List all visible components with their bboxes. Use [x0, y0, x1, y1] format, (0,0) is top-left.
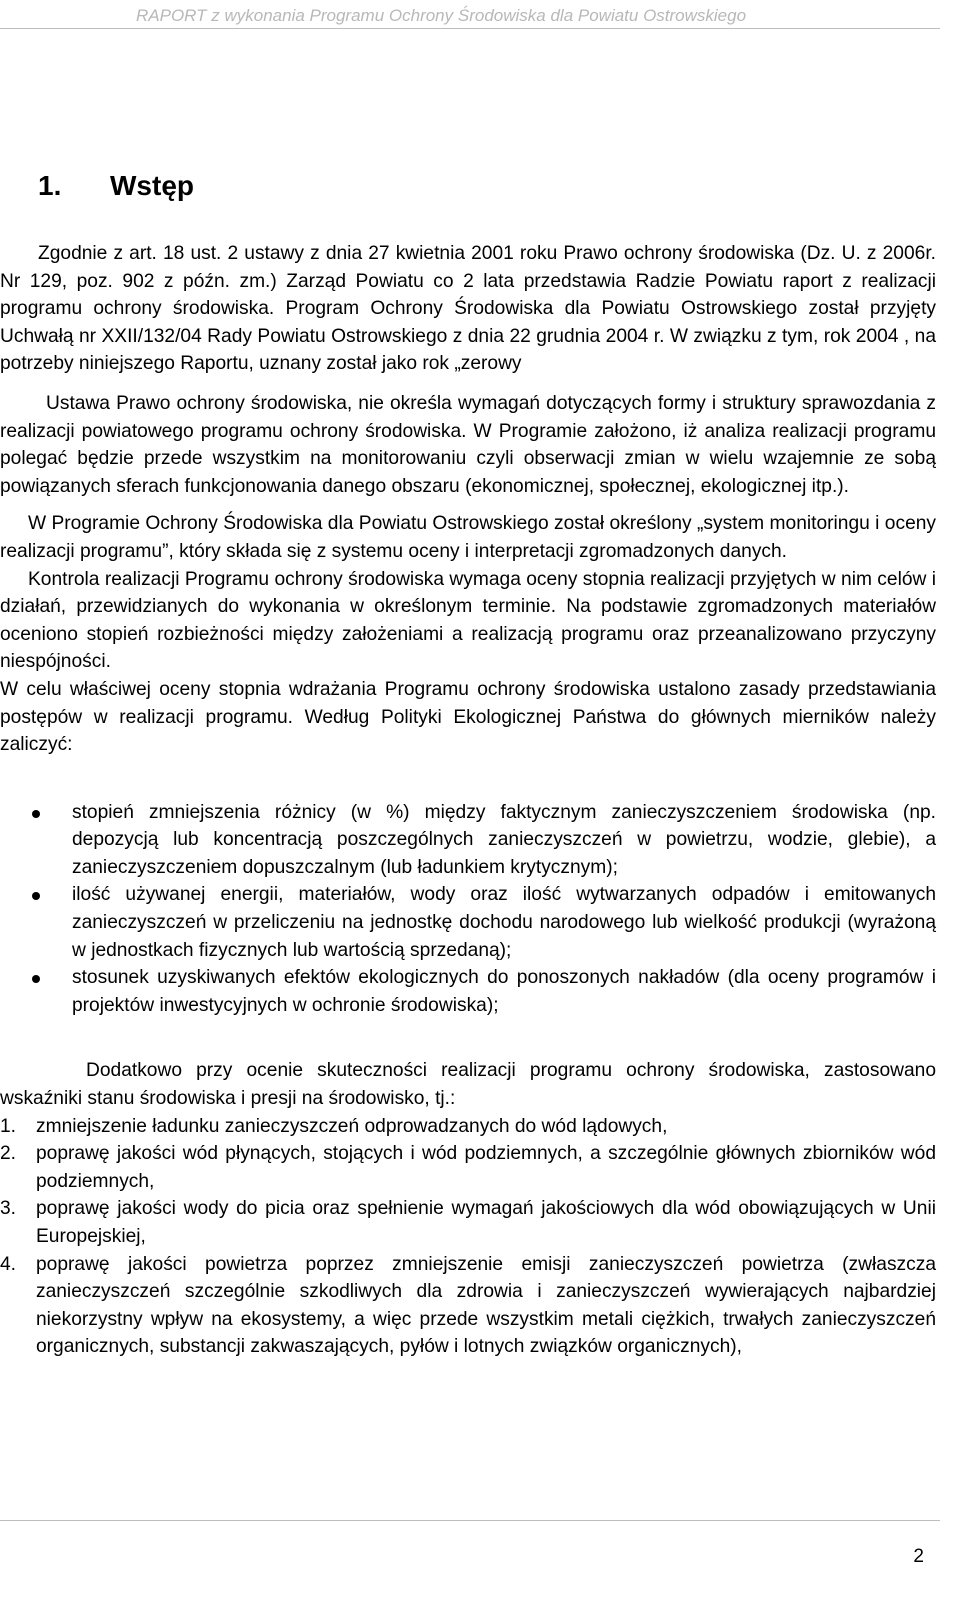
- indicator-bullet-list: [0, 799, 936, 1020]
- footer-rule: [0, 1520, 940, 1521]
- bullet-icon: [32, 975, 40, 983]
- paragraph-monitoring-system: W Programie Ochrony Środowiska dla Powiatu Ostrowskiego został określony „system monitoringu i oceny realizacji programu”, który składa się z systemu oceny i interpretacji zgromadzonych danych.: [0, 513, 936, 562]
- section-number: 1.: [38, 170, 62, 201]
- paragraph-evaluation: W celu właściwej oceny stopnia wdrażania Programu ochrony środowiska ustalono zasady przedstawiania postępów w realizacji programu. Według Polityki Ekologicznej Państwa do głównych mierników należy zaliczyć:: [0, 678, 936, 756]
- document-body: [0, 240, 936, 1361]
- numbered-list: [0, 1113, 936, 1361]
- numbered-item: 3. poprawę jakości wody do picia oraz spełnienie wymagań jakościowych dla wód obowiązujących w Unii Europejskiej,: [0, 1198, 936, 1247]
- paragraph-act-requirements: Ustawa Prawo ochrony środowiska, nie określa wymagań dotyczących formy i struktury sprawozdania z realizacji powiatowego programu ochrony środowiska. W Programie założono, iż analiza realizacji programu polegać będzie przede wszystkim na monitorowaniu czyli obserwacji zmian w wielu wzajemnie ze sobą powiązanych sferach funkcjonowania danego obszaru (ekonomicznej, społecznej, ekologicznej itp.).: [0, 392, 936, 497]
- numbered-item: 1. zmniejszenie ładunku zanieczyszczeń odprowadzanych do wód lądowych,: [0, 1115, 668, 1137]
- numbered-item: 4. poprawę jakości powietrza poprzez zmniejszenie emisji zanieczyszczeń powietrza (zwłaszcza zanieczyszczeń szczególnie szkodliwych dla zdrowia i zanieczyszczeń wywierających najbardziej niekorzystny wpływ na ekosystemy, a więc przede wszystkim metali ciężkich, trwałych zanieczyszczeń organicznych, substancji zakwaszających, pyłów i lotnych związków organicznych),: [0, 1253, 936, 1358]
- bullet-icon: [32, 810, 40, 818]
- paragraph-control: Kontrola realizacji Programu ochrony środowiska wymaga oceny stopnia realizacji przyjętych w nim celów i działań, przewidzianych do wykonania w określonym terminie. Na podstawie zgromadzonych materiałów oceniono stopień rozbieżności między założeniami a realizacją programu oraz przeanalizowano przyczyny niespójności.: [0, 568, 936, 673]
- running-header: RAPORT z wykonania Programu Ochrony Środowiska dla Powiatu Ostrowskiego: [136, 6, 747, 25]
- bullet-icon: [32, 892, 40, 900]
- page-number: 2: [913, 1546, 924, 1567]
- bullet-item: ilość używanej energii, materiałów, wody oraz ilość wytwarzanych odpadów i emitowanych zanieczyszczeń w przeliczeniu na jednostkę dochodu narodowego lub wielkość produkcji (wyrażoną w jednostkach fizycznych lub wartością sprzedaną);: [0, 881, 936, 964]
- bullet-item: stosunek uzyskiwanych efektów ekologicznych do ponoszonych nakładów (dla oceny programów i projektów inwestycyjnych w ochronie środowiska);: [0, 964, 936, 1019]
- section-title: Wstęp: [110, 170, 194, 201]
- bullet-item: stopień zmniejszenia różnicy (w %) między faktycznym zanieczyszczeniem środowiska (np. depozycją lub koncentracją poszczególnych zanieczyszczeń w powietrzu, wodzie, glebie), a zanieczyszczeniem dopuszczalnym (lub ładunkiem krytycznym);: [0, 799, 936, 882]
- header-rule: [0, 28, 940, 29]
- numbered-item: 2. poprawę jakości wód płynących, stojących i wód podziemnych, a szczególnie głównych zbiorników wód podziemnych,: [0, 1143, 936, 1192]
- section-heading: [38, 170, 194, 202]
- paragraph-legal-basis: Zgodnie z art. 18 ust. 2 ustawy z dnia 27 kwietnia 2001 roku Prawo ochrony środowiska (Dz. U. z 2006r. Nr 129, poz. 902 z późn. zm.) Zarząd Powiatu co 2 lata przedstawia Radzie Powiatu raport z realizacji programu ochrony środowiska. Program Ochrony Środowiska dla Powiatu Ostrowskiego został przyjęty Uchwałą nr XXII/132/04 Rady Powiatu Ostrowskiego z dnia 22 grudnia 2004 r. W związku z tym, rok 2004 , na potrzeby niniejszego Raportu, uznany został jako rok „zerowy: [0, 243, 936, 375]
- paragraph-additional-indicators: Dodatkowo przy ocenie skuteczności realizacji programu ochrony środowiska, zastosowano wskaźniki stanu środowiska i presji na środowisko, tj.:: [0, 1060, 936, 1110]
